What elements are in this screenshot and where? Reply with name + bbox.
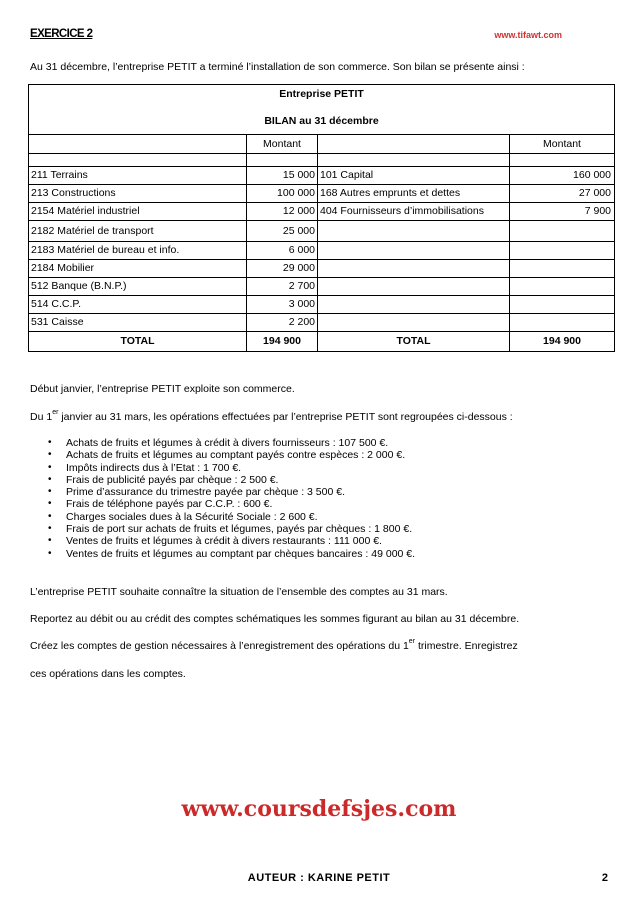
paragraph-1: Début janvier, l’entreprise PETIT exploite son commerce.: [30, 383, 295, 395]
actif-account: 2184 Mobilier: [29, 260, 247, 277]
table-row: [29, 184, 614, 202]
list-item: [44, 548, 415, 560]
actif-account: 213 Constructions: [29, 185, 247, 202]
total-row: [29, 331, 614, 351]
paragraph-5: Créez les comptes de gestion nécessaires à l’enregistrement des opérations du 1er trimestre. Enregistrez: [30, 638, 518, 652]
actif-account: 2182 Matériel de transport: [29, 221, 247, 241]
operation-text: Frais de port sur achats de fruits et légumes, payés par chèques : 1 800 €.: [66, 523, 413, 536]
bullet-icon: •: [48, 498, 52, 510]
table-row: [29, 166, 614, 184]
operations-list: [44, 437, 415, 560]
table-row: [29, 295, 614, 313]
paragraph-3: L’entreprise PETIT souhaite connaître la situation de l’ensemble des comptes au 31 mars.: [30, 586, 448, 598]
actif-amount: 15 000: [247, 167, 318, 184]
operation-text: Achats de fruits et légumes au comptant payés contre espèces : 2 000 €.: [66, 449, 406, 462]
bilan-table: [28, 84, 615, 352]
passif-amount: 27 000: [578, 187, 611, 199]
actif-account: 2154 Matériel industriel: [29, 203, 247, 220]
actif-account: 2183 Matériel de bureau et info.: [29, 242, 247, 259]
passif-account: [318, 296, 510, 313]
list-item: [44, 462, 415, 474]
passif-account: 404 Fournisseurs d’immobilisations: [318, 203, 510, 220]
passif-amount: [510, 242, 614, 259]
bilan-header: [29, 85, 614, 134]
bilan-title: BILAN au 31 décembre: [264, 115, 379, 127]
passif-account: 101 Capital: [318, 167, 510, 184]
operation-text: Charges sociales dues à la Sécurité Sociale : 2 600 €.: [66, 510, 318, 523]
footer-author: AUTEUR : KARINE PETIT: [247, 872, 391, 884]
bullet-icon: •: [48, 510, 52, 522]
bullet-icon: •: [48, 523, 52, 535]
list-item: [44, 511, 415, 523]
bullet-icon: •: [48, 473, 52, 485]
passif-account: [318, 221, 510, 241]
paragraph-2: Du 1er janvier au 31 mars, les opérations effectuées par l’entreprise PETIT sont regroupées ci-dessous :: [30, 409, 513, 423]
passif-account: [318, 260, 510, 277]
list-item: [44, 535, 415, 547]
actif-amount: 3 000: [247, 296, 318, 313]
actif-account: 531 Caisse: [29, 314, 247, 331]
intro-text: Au 31 décembre, l’entreprise PETIT a terminé l’installation de son commerce. Son bilan se présente ainsi :: [30, 61, 525, 73]
actif-amount: 6 000: [247, 242, 318, 259]
page-number: 2: [601, 872, 608, 884]
passif-account: [318, 314, 510, 331]
passif-amount: [510, 296, 614, 313]
list-item: [44, 449, 415, 461]
site-url[interactable]: www.tifawt.com: [494, 30, 562, 40]
col-montant-passif: Montant: [543, 138, 581, 150]
operation-text: Prime d’assurance du trimestre payée par chèque : 3 500 €.: [66, 486, 345, 499]
passif-amount: 160 000: [573, 169, 611, 181]
total-right: 194 900: [543, 335, 581, 347]
bilan-rows: [29, 166, 614, 331]
actif-amount: 12 000: [247, 203, 318, 220]
list-item: [44, 523, 415, 535]
exercise-title: EXERCICE 2: [30, 28, 93, 40]
empty-row: [29, 153, 614, 166]
actif-amount: 100 000: [247, 185, 318, 202]
table-row: [29, 259, 614, 277]
table-row: [29, 313, 614, 331]
list-item: [44, 474, 415, 486]
bullet-icon: •: [48, 449, 52, 461]
total-left: 194 900: [247, 332, 318, 351]
operation-text: Frais de téléphone payés par C.C.P. : 600 €.: [66, 498, 273, 511]
passif-amount: 7 900: [584, 205, 611, 217]
total-label-right: TOTAL: [318, 332, 510, 351]
col-montant-actif: Montant: [247, 135, 318, 153]
table-row: [29, 277, 614, 295]
passif-amount: [510, 278, 614, 295]
bullet-icon: •: [48, 437, 52, 448]
table-row: [29, 241, 614, 259]
passif-amount: [510, 221, 614, 241]
list-item: [44, 437, 415, 449]
operation-text: Ventes de fruits et légumes au comptant par chèques bancaires : 49 000 €.: [66, 547, 416, 560]
operation-text: Achats de fruits et légumes à crédit à divers fournisseurs : 107 500 €.: [66, 437, 389, 449]
bullet-icon: •: [48, 547, 52, 559]
passif-amount: [510, 314, 614, 331]
company-name: Entreprise PETIT: [279, 88, 364, 100]
operation-text: Ventes de fruits et légumes à crédit à divers restaurants : 111 000 €.: [66, 535, 382, 548]
actif-account: 512 Banque (B.N.P.): [29, 278, 247, 295]
total-label-left: TOTAL: [29, 332, 247, 351]
actif-account: 211 Terrains: [29, 167, 247, 184]
table-row: [29, 220, 614, 241]
actif-amount: 2 700: [247, 278, 318, 295]
watermark: www.coursdefsjes.com: [181, 796, 457, 822]
bullet-icon: •: [48, 535, 52, 547]
paragraph-6: ces opérations dans les comptes.: [30, 668, 186, 680]
table-row: [29, 202, 614, 220]
list-item: [44, 486, 415, 498]
operation-text: Impôts indirects dus à l’Etat : 1 700 €.: [66, 461, 242, 474]
passif-account: 168 Autres emprunts et dettes: [318, 185, 510, 202]
list-item: [44, 498, 415, 510]
actif-account: 514 C.C.P.: [29, 296, 247, 313]
column-header-row: [29, 134, 614, 153]
passif-account: [318, 242, 510, 259]
passif-amount: [510, 260, 614, 277]
operation-text: Frais de publicité payés par chèque : 2 500 €.: [66, 473, 279, 486]
actif-amount: 2 200: [247, 314, 318, 331]
bullet-icon: •: [48, 461, 52, 473]
actif-amount: 25 000: [247, 221, 318, 241]
actif-amount: 29 000: [247, 260, 318, 277]
bullet-icon: •: [48, 486, 52, 498]
paragraph-4: Reportez au débit ou au crédit des comptes schématiques les sommes figurant au bilan au 31 décembre.: [30, 613, 520, 625]
passif-account: [318, 278, 510, 295]
